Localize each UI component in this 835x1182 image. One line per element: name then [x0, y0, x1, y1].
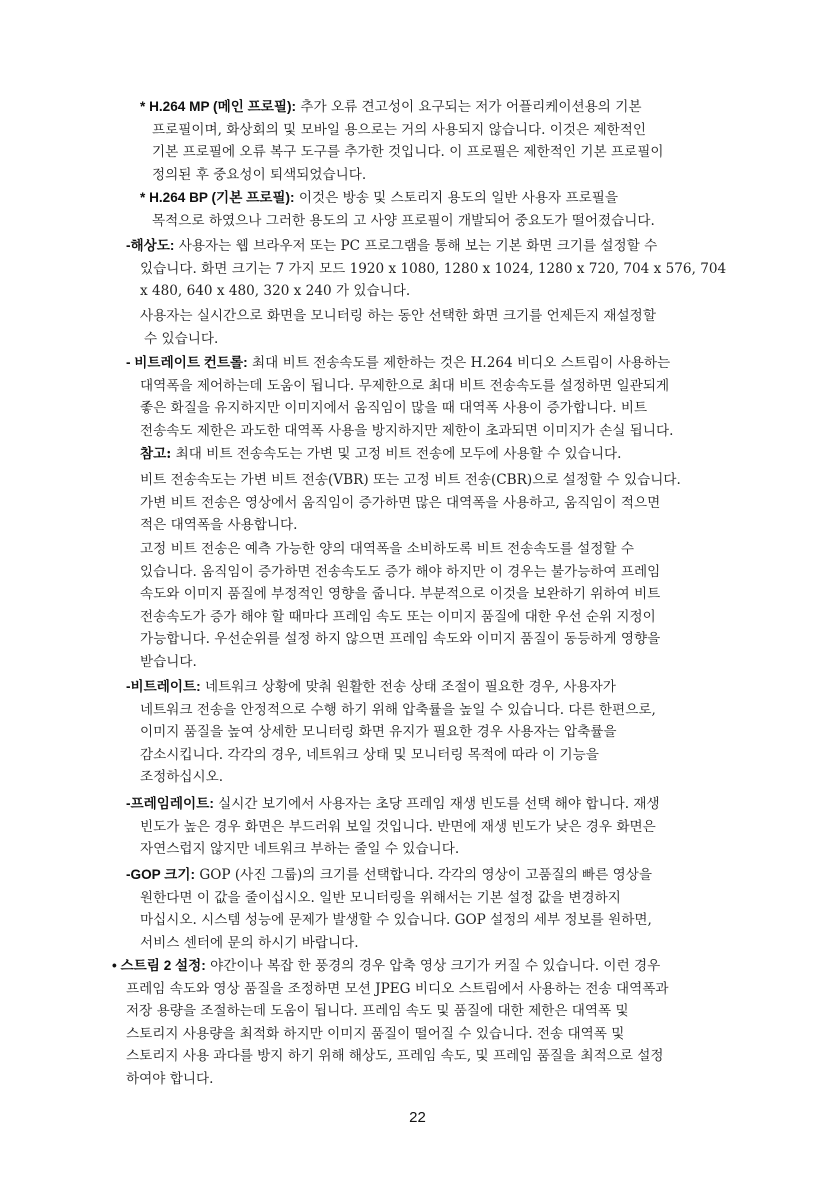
paragraph-line: 스토리지 사용량을 최적화 하지만 이미지 품질이 떨어질 수 있습니다. 전송 대역폭 및 — [126, 1025, 625, 1042]
paragraph-gop — [126, 864, 652, 954]
paragraph-label: -GOP 크기: — [126, 867, 196, 882]
paragraph-line: 전송속도 제한은 과도한 대역폭 사용을 방지하지만 제한이 초과되면 이미지가 손실 됩니다. — [140, 422, 674, 439]
paragraph-line: 네트워크 상황에 맞춰 원활한 전송 상태 조절이 필요한 경우, 사용자가 — [200, 679, 616, 695]
paragraph-line: 최대 비트 전송속도를 제한하는 것은 H.264 비디오 스트림이 사용하는 — [247, 355, 671, 371]
paragraph-line: 기본 프로필에 오류 복구 도구를 추가한 것입니다. 이 프로필은 제한적인 기본 프로필이 — [152, 144, 664, 160]
paragraph-cbr — [140, 538, 660, 673]
paragraph-line: 스토리지 사용 과다를 방지 하기 위해 해상도, 프레임 속도, 및 프레임 품질을 최적으로 설정 — [126, 1048, 664, 1064]
paragraph-line: 실시간 보기에서 사용자는 초당 프레임 재생 빈도를 선택 해야 합니다. 재생 — [213, 796, 660, 812]
paragraph-line: 마십시오. 시스템 성능에 문제가 발생할 수 있습니다. GOP 설정의 세부 정보를 원하면, — [140, 912, 652, 928]
paragraph-bitrate-control — [126, 352, 673, 442]
paragraph-line: 수 있습니다. — [144, 330, 219, 347]
paragraph-line: 있습니다. 움직임이 증가하면 전송속도도 증가 해야 하지만 이 경우는 불가능하여 프레임 — [140, 563, 661, 580]
paragraph-line: 저장 용량을 조절하는데 도움이 됩니다. 프레임 속도 및 품질에 대한 제한은 대역폭 및 — [126, 1003, 629, 1019]
paragraph-line: 조정하십시오. — [140, 769, 224, 785]
paragraph-line: 대역폭을 제어하는데 도움이 됩니다. 무제한으로 최대 비트 전송속도를 설정하면 일관되게 — [140, 377, 670, 394]
paragraph-label: • 스트림 2 설정: — [112, 958, 206, 973]
paragraph-line: 야간이나 복잡 한 풍경의 경우 압축 영상 크기가 커질 수 있습니다. 이런 경우 — [205, 958, 661, 974]
paragraph-line: 하여야 합니다. — [126, 1070, 214, 1087]
page-number: 22 — [409, 1109, 426, 1126]
paragraph-line: 이것은 방송 및 스토리지 용도의 일반 사용자 프로필을 — [294, 190, 619, 206]
paragraph-line: 가변 비트 전송은 영상에서 움직임이 증가하면 많은 대역폭을 사용하고, 움직임이 적으면 — [140, 494, 661, 511]
paragraph-bitrate — [126, 676, 656, 789]
paragraph-line: 좋은 화질을 유지하지만 이미지에서 움직임이 많을 때 대역폭 사용이 증가합니다. 비트 — [140, 400, 648, 416]
paragraph-line: 최대 비트 전송속도는 가변 및 고정 비트 전송에 모두에 사용할 수 있습니다. — [171, 446, 622, 462]
paragraph-line: 가능합니다. 우선순위를 설정 하지 않으면 프레임 속도와 이미지 품질이 동등하게 영향을 — [140, 631, 661, 647]
paragraph-line: 프로필이며, 화상회의 및 모바일 용으로는 거의 사용되지 않습니다. 이것은 제한적인 — [152, 121, 647, 138]
paragraph-resolution-note — [140, 305, 656, 350]
paragraph-line: GOP (사진 그룹)의 크기를 선택합니다. 각각의 영상이 고품질의 빠른 영상을 — [195, 867, 653, 883]
paragraph-label: -해상도: — [126, 238, 175, 253]
paragraph-line: 빈도가 높은 경우 화면은 부드러워 보일 것입니다. 반면에 재생 빈도가 낮은 경우 화면은 — [140, 818, 656, 835]
paragraph-label: - 비트레이트 컨트롤: — [126, 355, 248, 370]
paragraph-line: 프레임 속도와 영상 품질을 조정하면 모션 JPEG 비디오 스트림에서 사용하는 전송 대역폭과 — [126, 980, 669, 997]
paragraph-line: 있습니다. 화면 크기는 7 가지 모드 1920 x 1080, 1280 x 1024, 1280 x 720, 704 x 576, 704 — [140, 260, 727, 277]
paragraph-line: 사용자는 실시간으로 화면을 모니터링 하는 동안 선택한 화면 크기를 언제든지 재설정할 — [140, 308, 656, 324]
paragraph-line: 감소시킵니다. 각각의 경우, 네트워크 상태 및 모니터링 목적에 따라 이 기능을 — [140, 746, 599, 763]
paragraph-label: * H.264 BP (기본 프로필): — [140, 190, 295, 205]
paragraph-stream2 — [112, 955, 669, 1090]
paragraph-label: -비트레이트: — [126, 679, 201, 694]
paragraph-line: x 480, 640 x 480, 320 x 240 가 있습니다. — [140, 283, 411, 299]
paragraph-note — [140, 443, 621, 466]
paragraph-line: 서비스 센터에 문의 하시기 바랍니다. — [140, 934, 359, 951]
paragraph-label: -프레임레이트: — [126, 796, 214, 811]
paragraph-h264-bp — [140, 187, 655, 232]
paragraph-line: 자연스럽지 않지만 네트워크 부하는 줄일 수 있습니다. — [140, 841, 460, 857]
paragraph-line: 목적으로 하였으나 그러한 용도의 고 사양 프로필이 개발되어 중요도가 떨어졌습니다. — [152, 212, 655, 229]
paragraph-label: * H.264 MP (메인 프로필): — [140, 99, 297, 114]
paragraph-label: 참고: — [140, 446, 172, 462]
paragraph-line: 전송속도가 증가 해야 할 때마다 프레임 속도 또는 이미지 품질에 대한 우선 순위 지정이 — [140, 608, 656, 625]
paragraph-line: 속도와 이미지 품질에 부정적인 영향을 줍니다. 부분적으로 이것을 보완하기 위하여 비트 — [140, 586, 661, 602]
paragraph-line: 사용자는 웹 브라우저 또는 PC 프로그램을 통해 보는 기본 화면 크기를 설정할 수 — [174, 238, 658, 254]
paragraph-line: 원한다면 이 값을 줄이십시오. 일반 모니터링을 위해서는 기본 설정 값을 변경하지 — [140, 889, 621, 906]
paragraph-line: 적은 대역폭을 사용합니다. — [140, 517, 298, 533]
paragraph-vbr-cbr — [140, 469, 681, 537]
paragraph-line: 정의된 후 중요성이 퇴색되었습니다. — [152, 166, 367, 183]
paragraph-h264-mp — [140, 96, 663, 186]
paragraph-line: 비트 전송속도는 가변 비트 전송(VBR) 또는 고정 비트 전송(CBR)으로 설정할 수 있습니다. — [140, 472, 681, 488]
paragraph-line: 받습니다. — [140, 653, 197, 670]
paragraph-line: 추가 오류 견고성이 요구되는 저가 어플리케이션용의 기본 — [296, 99, 642, 115]
paragraph-line: 네트워크 전송을 안정적으로 수행 하기 위해 압축률을 높일 수 있습니다. 다른 한편으로, — [140, 701, 656, 718]
paragraph-resolution — [126, 235, 726, 303]
paragraph-line: 이미지 품질을 높여 상세한 모니터링 화면 유지가 필요한 경우 사용자는 압축률을 — [140, 724, 617, 740]
paragraph-line: 고정 비트 전송은 예측 가능한 양의 대역폭을 소비하도록 비트 전송속도를 설정할 수 — [140, 541, 635, 557]
paragraph-framerate — [126, 793, 660, 861]
